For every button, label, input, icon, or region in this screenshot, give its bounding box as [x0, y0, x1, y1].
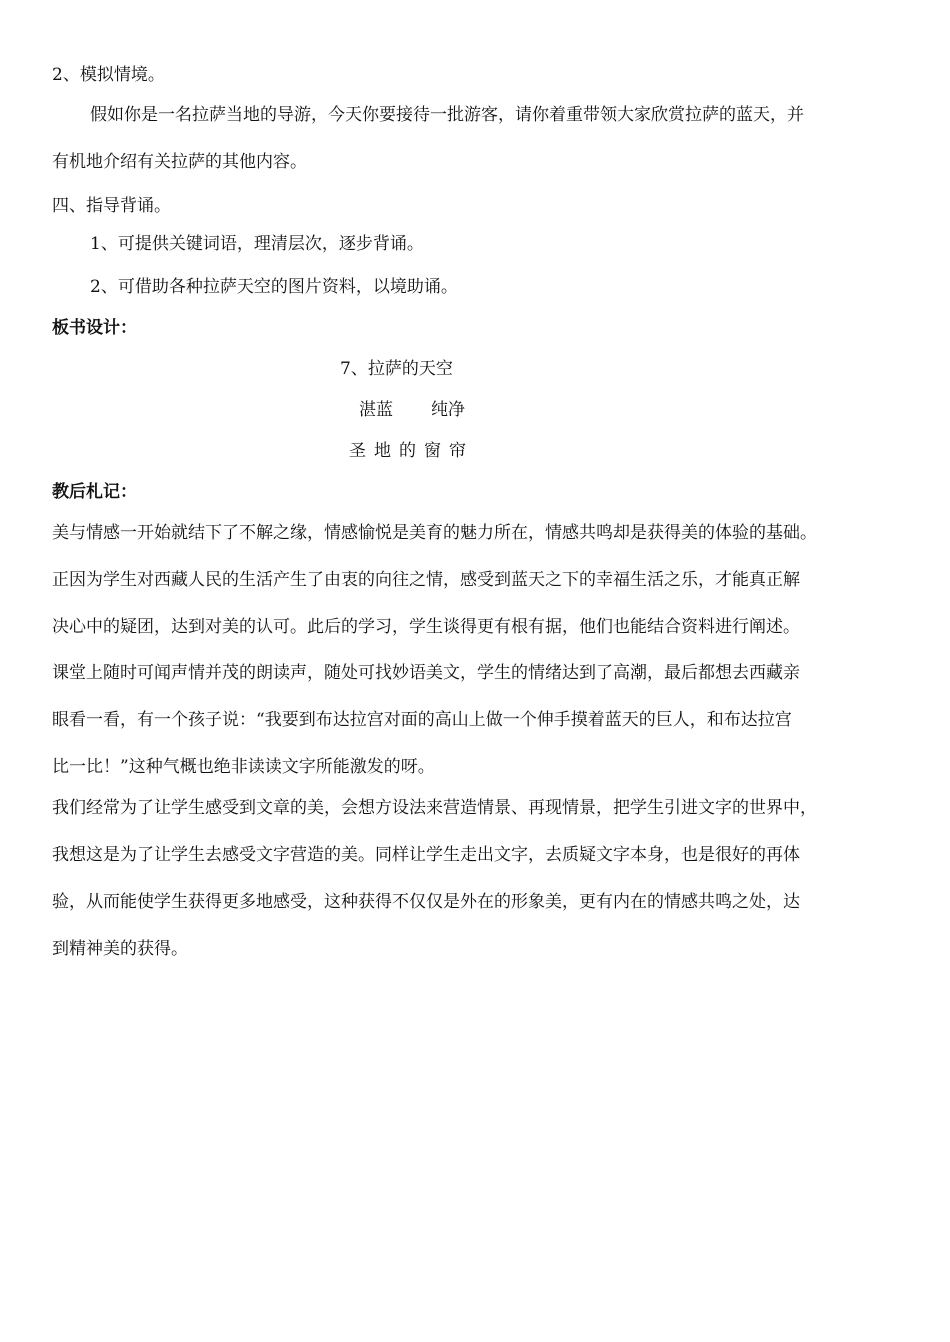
board-phrase: 圣地的窗帘 — [349, 441, 474, 461]
notes-line: 我想这是为了让学生去感受文字营造的美。同样让学生走出文字，去质疑文字本身，也是很好的再体 — [52, 845, 800, 865]
board-title: 7、拉萨的天空 — [340, 359, 453, 379]
section-2-heading: 2、模拟情境。 — [52, 65, 165, 85]
post-lesson-notes-label: 教后札记： — [52, 482, 137, 502]
notes-line: 我们经常为了让学生感受到文章的美，会想方设法来营造情景、再现情景，把学生引进文字的世界中， — [52, 798, 817, 818]
notes-line: 课堂上随时可闻声情并茂的朗读声，随处可找妙语美文，学生的情绪达到了高潮，最后都想去西藏亲 — [52, 663, 800, 683]
notes-line: 决心中的疑团，达到对美的认可。此后的学习，学生谈得更有根有据，他们也能结合资料进行阐述。 — [52, 617, 800, 637]
section-4-heading: 四、指导背诵。 — [52, 196, 171, 216]
notes-line: 眼看一看，有一个孩子说：“我要到布达拉宫对面的高山上做一个伸手摸着蓝天的巨人，和布达拉宫 — [52, 710, 792, 730]
section-4-item-1: 1、可提供关键词语，理清层次，逐步背诵。 — [90, 234, 424, 254]
section-2-paragraph-line-2: 有机地介绍有关拉萨的其他内容。 — [52, 152, 307, 172]
section-2-paragraph-line-1: 假如你是一名拉萨当地的导游，今天你要接待一批游客，请你着重带领大家欣赏拉萨的蓝天，并 — [90, 105, 804, 125]
notes-line: 到精神美的获得。 — [52, 939, 188, 959]
notes-line: 正因为学生对西藏人民的生活产生了由衷的向往之情，感受到蓝天之下的幸福生活之乐，才能真正解 — [52, 570, 800, 590]
section-4-item-2: 2、可借助各种拉萨天空的图片资料，以境助诵。 — [90, 277, 458, 297]
board-word-1: 湛蓝 — [359, 400, 393, 420]
notes-line: 验，从而能使学生获得更多地感受，这种获得不仅仅是外在的形象美，更有内在的情感共鸣之处，达 — [52, 892, 800, 912]
notes-line: 美与情感一开始就结下了不解之缘，情感愉悦是美育的魅力所在，情感共鸣却是获得美的体验的基础。 — [52, 523, 817, 543]
board-keywords — [359, 399, 465, 421]
board-word-2: 纯净 — [431, 400, 465, 420]
board-design-label: 板书设计： — [52, 318, 137, 338]
notes-line: 比一比！”这种气概也绝非读读文字所能激发的呀。 — [52, 757, 435, 777]
